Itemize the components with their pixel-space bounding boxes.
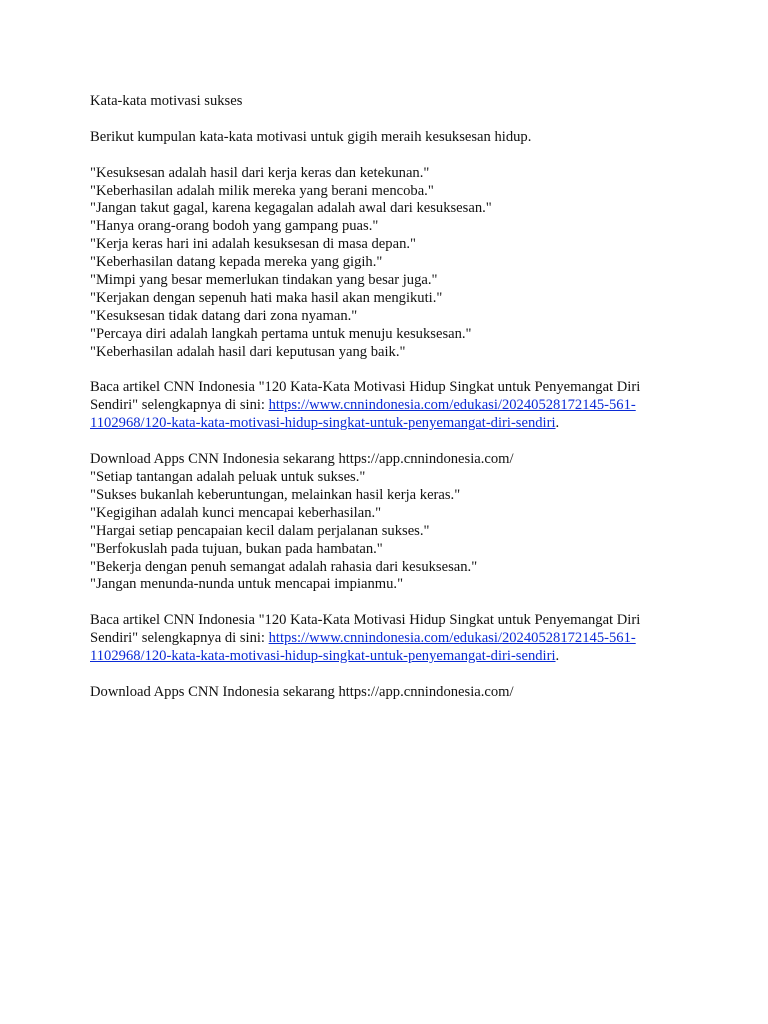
article-reference-2 — [90, 612, 690, 666]
download-apps-block-2 — [90, 684, 690, 702]
download-apps-text: Download Apps CNN Indonesia sekarang https://app.cnnindonesia.com/ — [90, 683, 514, 700]
article-suffix: . — [555, 415, 560, 432]
intro-text: Berikut kumpulan kata-kata motivasi untuk gigih meraih kesuksesan hidup. — [90, 128, 532, 145]
quote-line: "Kegigihan adalah kunci mencapai keberhasilan." — [90, 504, 382, 521]
quote-line: "Hargai setiap pencapaian kecil dalam perjalanan sukses." — [90, 522, 430, 539]
quote-line: "Kesuksesan tidak datang dari zona nyaman." — [90, 307, 358, 324]
quote-line: "Hanya orang-orang bodoh yang gampang puas." — [90, 218, 379, 235]
quote-line: "Kesuksesan adalah hasil dari kerja keras dan ketekunan." — [90, 164, 430, 181]
quote-line: "Berfokuslah pada tujuan, bukan pada hambatan." — [90, 540, 383, 557]
quote-line: "Jangan takut gagal, karena kegagalan adalah awal dari kesuksesan." — [90, 200, 492, 217]
intro-paragraph — [90, 129, 690, 147]
quote-line: "Keberhasilan adalah milik mereka yang berani mencoba." — [90, 182, 434, 199]
article-link[interactable]: https://www.cnnindonesia.com/edukasi/20240528172145-561- — [268, 630, 636, 647]
download-apps-text: Download Apps CNN Indonesia sekarang https://app.cnnindonesia.com/ — [90, 451, 514, 468]
quote-line: "Keberhasilan datang kepada mereka yang gigih." — [90, 254, 383, 271]
article-text: Baca artikel CNN Indonesia "120 Kata-Kata Motivasi Hidup Singkat untuk Penyemangat Diri — [90, 612, 641, 629]
quote-line: "Setiap tantangan adalah peluak untuk sukses." — [90, 468, 366, 485]
article-link-line2 — [90, 648, 690, 666]
title-text: Kata-kata motivasi sukses — [90, 93, 243, 109]
quote-line: "Mimpi yang besar memerlukan tindakan yang besar juga." — [90, 272, 438, 289]
quote-line: "Kerjakan dengan sepenuh hati maka hasil akan mengikuti." — [90, 289, 443, 306]
article-reference-1 — [90, 379, 690, 433]
article-text-prefix: Sendiri" selengkapnya di sini: — [90, 630, 269, 647]
article-link-continued[interactable]: 1102968/120-kata-kata-motivasi-hidup-singkat-untuk-penyemangat-diri-sendiri — [90, 648, 556, 665]
quote-line: "Keberhasilan adalah hasil dari keputusan yang baik." — [90, 343, 406, 360]
article-link[interactable]: https://www.cnnindonesia.com/edukasi/20240528172145-561- — [268, 397, 636, 414]
quote-line: "Bekerja dengan penuh semangat adalah rahasia dari kesuksesan." — [90, 558, 478, 575]
article-link-continued[interactable]: 1102968/120-kata-kata-motivasi-hidup-singkat-untuk-penyemangat-diri-sendiri — [90, 415, 556, 432]
quote-line: "Sukses bukanlah keberuntungan, melainkan hasil kerja keras." — [90, 486, 461, 503]
quote-line: "Kerja keras hari ini adalah kesuksesan di masa depan." — [90, 236, 416, 253]
article-text-line2 — [90, 397, 690, 415]
download-apps-block-1 — [90, 451, 690, 594]
document-page — [90, 93, 690, 720]
article-text-line2 — [90, 630, 690, 648]
document-title — [90, 93, 690, 111]
quotes-list-1 — [90, 165, 690, 362]
quote-line: "Jangan menunda-nunda untuk mencapai impianmu." — [90, 576, 404, 593]
article-suffix: . — [555, 648, 560, 665]
article-text: Baca artikel CNN Indonesia "120 Kata-Kata Motivasi Hidup Singkat untuk Penyemangat Diri — [90, 379, 641, 396]
article-link-line2 — [90, 415, 690, 433]
quote-line: "Percaya diri adalah langkah pertama untuk menuju kesuksesan." — [90, 325, 472, 342]
article-text-prefix: Sendiri" selengkapnya di sini: — [90, 397, 269, 414]
